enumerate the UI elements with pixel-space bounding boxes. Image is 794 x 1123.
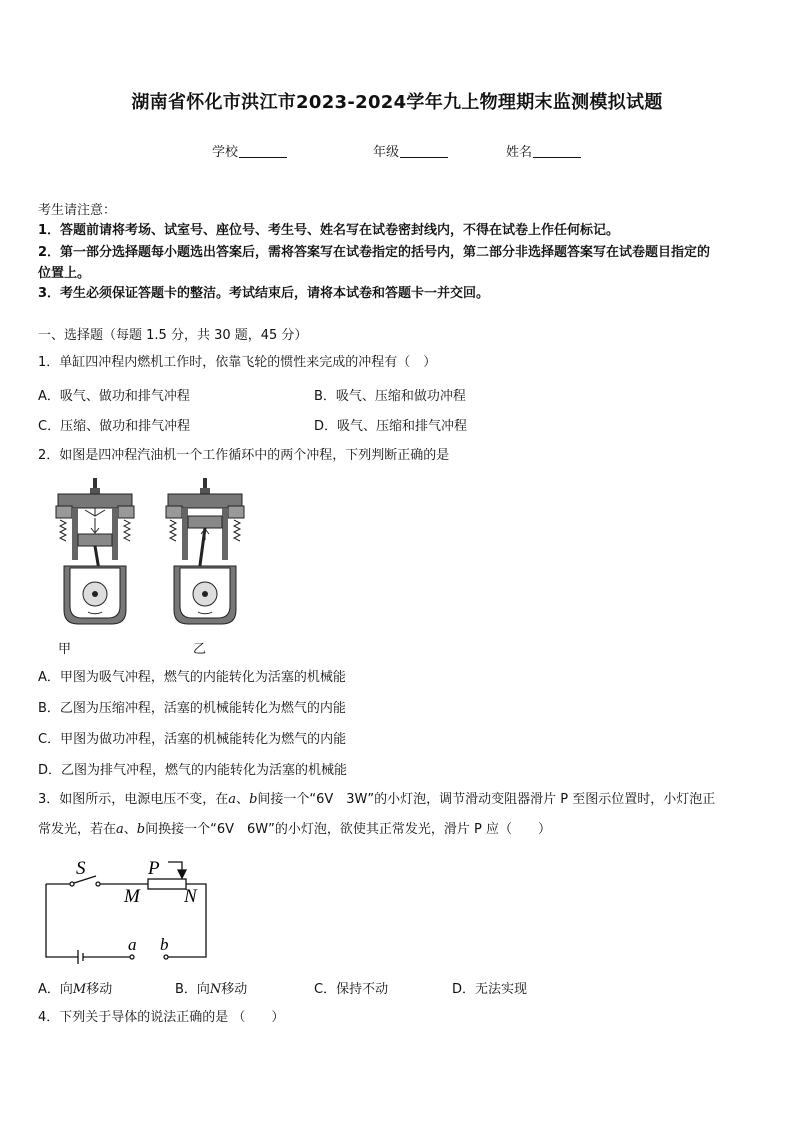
q3-var-b: b <box>249 792 258 807</box>
q3-stem-line2 <box>38 820 551 840</box>
q2-option-a: A．甲图为吸气冲程，燃气的内能转化为活塞的机械能 <box>38 670 346 685</box>
q2-option-d: D．乙图为排气冲程，燃气的内能转化为活塞的机械能 <box>38 763 348 778</box>
q3-sep2: 、 <box>123 822 137 837</box>
name-label: 姓名 <box>506 145 533 160</box>
q4-stem: 4．下列关于导体的说法正确的是 （ ） <box>38 1010 285 1025</box>
grade-label: 年级 <box>373 145 400 160</box>
q3-option-b-prefix: B．向 <box>175 982 210 997</box>
q3-stem-part1: 3．如图所示，电源电压不变，在 <box>38 792 229 807</box>
q3-option-a-var: M <box>72 982 87 997</box>
notice-item-1: 1．答题前请将考场、试室号、座位号、考生号、姓名写在试卷密封线内，不得在试卷上作任何标记。 <box>38 223 620 238</box>
q3-stem-line2-part1: 常发光，若在 <box>38 822 117 837</box>
q3-var-b2: b <box>136 822 146 837</box>
circuit-label-b: b <box>160 935 169 954</box>
circuit-label-p: P <box>148 858 160 879</box>
school-blank <box>239 145 287 158</box>
engine-figure-yi <box>160 476 250 628</box>
circuit-label-n: N <box>184 886 197 907</box>
q3-option-c: C．保持不动 <box>314 982 389 997</box>
page-title: 湖南省怀化市洪江市2023-2024学年九上物理期末监测模拟试题 <box>131 92 663 113</box>
q3-option-a <box>38 978 112 997</box>
school-label: 学校 <box>212 145 239 160</box>
circuit-diagram <box>40 852 215 967</box>
circuit-label-a: a <box>128 935 137 954</box>
notice-item-2-cont: 位置上。 <box>38 266 91 281</box>
section-heading: 一、选择题（每题 1.5 分，共 30 题，45 分） <box>38 328 308 343</box>
fig-label-jia: 甲 <box>58 642 72 657</box>
q1-option-b: B．吸气、压缩和做功冲程 <box>314 389 466 404</box>
q3-option-a-suffix: 移动 <box>86 982 113 997</box>
grade-blank <box>400 145 448 158</box>
q2-option-b: B．乙图为压缩冲程，活塞的机械能转化为燃气的内能 <box>38 701 346 716</box>
q3-var-a: a <box>228 792 237 807</box>
notice-item-2: 2．第一部分选择题每小题选出答案后，需将答案写在试卷指定的括号内，第二部分非选择题答案写在试卷题目指定的 <box>38 245 711 260</box>
q3-stem-line2-part2: 间换接一个“6V 6W”的小灯泡，欲使其正常发光，滑片 P 应（ ） <box>145 822 551 837</box>
q3-option-b-var: N <box>209 982 222 997</box>
q1-option-c: C．压缩、做功和排气冲程 <box>38 419 191 434</box>
name-field <box>506 141 581 160</box>
q1-option-a: A．吸气、做功和排气冲程 <box>38 389 190 404</box>
q3-option-b <box>175 978 247 997</box>
grade-field <box>373 141 448 160</box>
notice-heading: 考生请注意： <box>38 203 117 218</box>
circuit-label-m: M <box>124 886 140 907</box>
q3-stem-part2: 间接一个“6V 3W”的小灯泡，调节滑动变阻器滑片 P 至图示位置时，小灯泡正 <box>257 792 716 807</box>
q3-option-a-prefix: A．向 <box>38 982 73 997</box>
circuit-label-s: S <box>76 858 86 879</box>
q3-option-b-suffix: 移动 <box>221 982 248 997</box>
school-field <box>212 141 287 160</box>
q3-option-d: D．无法实现 <box>452 982 528 997</box>
q2-option-c: C．甲图为做功冲程，活塞的机械能转化为燃气的内能 <box>38 732 347 747</box>
q3-sep: 、 <box>236 792 250 807</box>
fig-label-yi: 乙 <box>193 642 207 657</box>
q1-stem: 1．单缸四冲程内燃机工作时，依靠飞轮的惯性来完成的冲程有（ ） <box>38 355 437 370</box>
name-blank <box>533 145 581 158</box>
q1-option-d: D．吸气、压缩和排气冲程 <box>314 419 468 434</box>
q2-stem: 2．如图是四冲程汽油机一个工作循环中的两个冲程，下列判断正确的是 <box>38 448 450 463</box>
engine-figure-jia <box>50 476 140 628</box>
notice-item-3: 3．考生必须保证答题卡的整洁。考试结束后，请将本试卷和答题卡一并交回。 <box>38 286 490 301</box>
q3-stem-line1 <box>38 790 715 810</box>
q3-var-a2: a <box>116 822 124 837</box>
